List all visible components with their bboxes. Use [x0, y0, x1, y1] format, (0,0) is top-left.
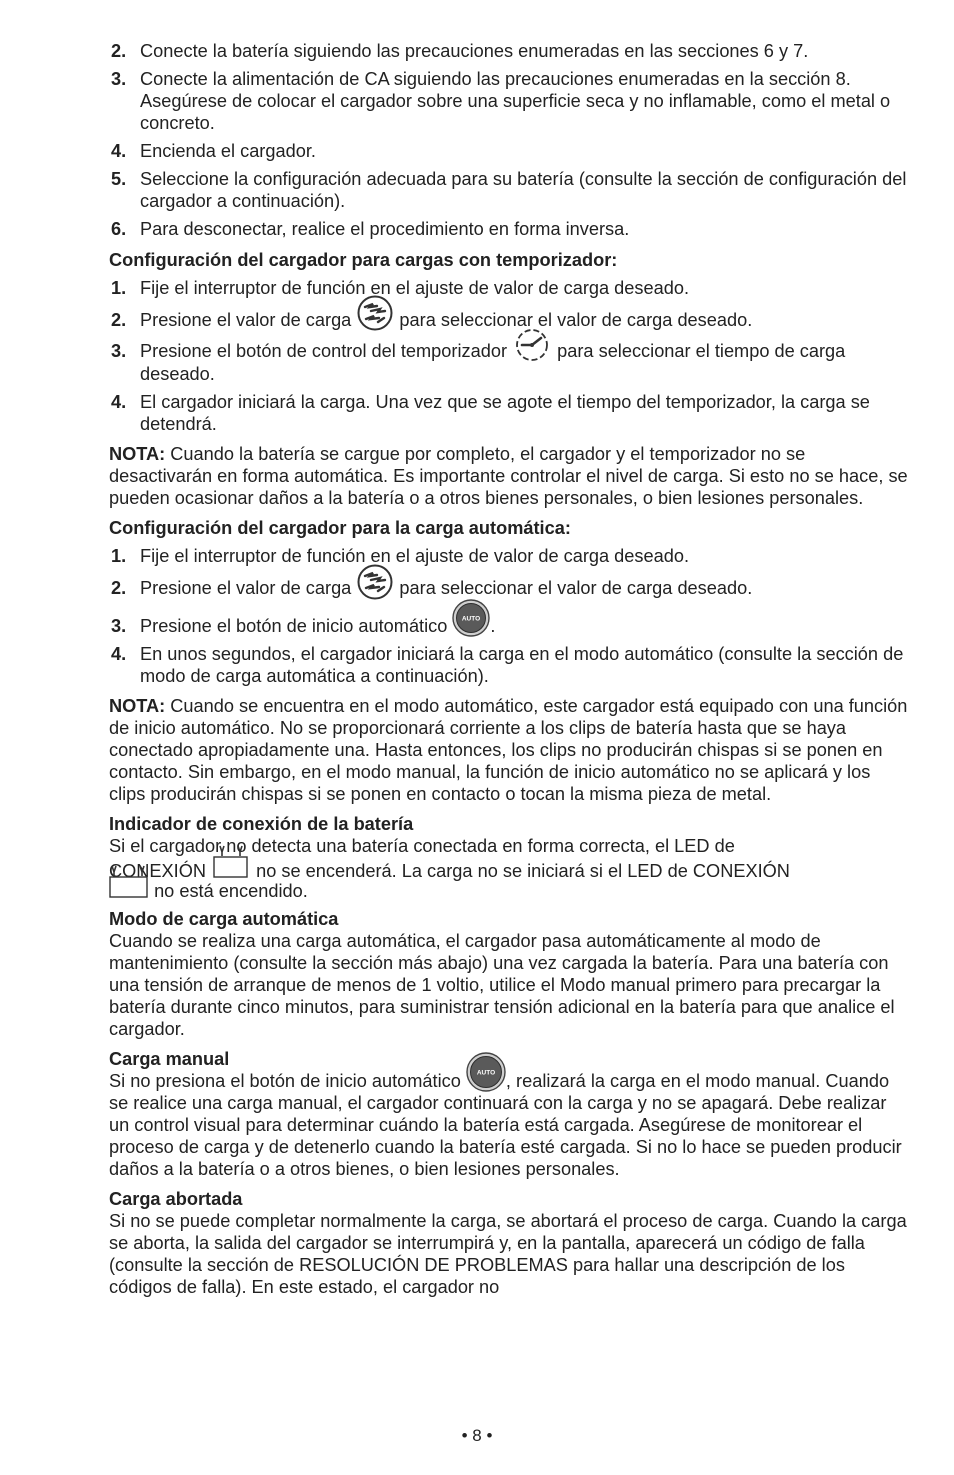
- auto-step-4: [109, 643, 909, 687]
- step-text: Presione el valor de carga: [140, 578, 352, 599]
- timer-step-3: [109, 340, 909, 385]
- note-label: NOTA:: [109, 444, 166, 465]
- step-number: 1.: [111, 278, 127, 298]
- auto-step-1: [109, 545, 909, 567]
- auto-step-3: [109, 615, 909, 637]
- step-text: Fije el interruptor de función en el ajuste de valor de carga deseado.: [140, 278, 689, 298]
- step-6: [109, 218, 909, 240]
- step-4: [109, 140, 909, 162]
- step-text: Presione el botón de inicio automático: [140, 615, 448, 636]
- step-number: 2.: [111, 310, 127, 330]
- manual-text: [109, 1070, 909, 1180]
- step-text: Fije el interruptor de función en el ajuste de valor de carga deseado.: [140, 546, 689, 567]
- connection-line-3: [109, 880, 909, 902]
- auto-step-2: [109, 577, 909, 600]
- step-text: Conecte la alimentación de CA siguiendo las precauciones enumeradas en la sección 8. Asegúrese de colocar el cargador sobre una superficie seca y no inflamable, como el metal o concreto.: [140, 69, 891, 133]
- charge-rate-icon: [356, 294, 394, 332]
- step-5: [109, 168, 909, 212]
- note-text: Cuando la batería se cargue por completo, el cargador y el temporizador no se desactivarán en forma automática. Es importante controlar el nivel de carga. Si esto no se hace, se pueden ocasionar daños a la batería o a otros bienes personales, o bien lesiones personales.: [109, 444, 908, 509]
- timer-step-1: [109, 277, 909, 299]
- step-text: Presione el botón de control del temporizador: [140, 341, 508, 362]
- step-number: 3.: [111, 341, 127, 362]
- manual-page: [109, 40, 909, 1298]
- note-label: NOTA:: [109, 695, 166, 716]
- step-number: 4.: [111, 141, 127, 161]
- step-text: Conecte la batería siguiendo las precauciones enumeradas en las secciones 6 y 7.: [140, 41, 809, 61]
- manual-text-part: , realizará la carga en el modo manual. Cuando se realice una carga manual, el cargador continuará con la carga y no se apagará. Debe realizar un control visual para determinar cuándo la batería está cargada. Asegúrese de monitorear el proceso de carga y de detenerlo cuando la batería esté cargada. Si no lo hace se pueden producir daños a la batería o a otros bienes, o bien lesiones personales.: [109, 1071, 902, 1180]
- battery-connection-icon: [211, 844, 251, 882]
- step-text: Para desconectar, realice el procedimiento en forma inversa.: [140, 219, 630, 239]
- auto-mode-text: Cuando se realiza una carga automática, el cargador pasa automáticamente al modo de mantenimiento (consulte la sección más abajo) una vez cargada la batería. Para una batería con una tensión de arranque de menos de 1 voltio, utilice el Modo manual primero para precargar la batería durante cinco minutos, para suministrar tensión adicional en la batería para que analice el cargador.: [109, 931, 895, 1040]
- timer-note: [109, 443, 909, 509]
- step-number: 6.: [111, 219, 127, 239]
- step-text: En unos segundos, el cargador iniciará la carga en el modo automático (consulte la sección de modo de carga automática a continuación).: [140, 643, 904, 686]
- connection-heading: Indicador de conexión de la batería: [109, 813, 414, 834]
- connection-line-2: [109, 860, 909, 882]
- step-number: 3.: [111, 615, 127, 636]
- aborted-text: Si no se puede completar normalmente la carga, se abortará el proceso de carga. Cuando la carga se aborta, la salida del cargador se interrumpirá y, en la pantalla, aparecerá un código de falla (consulte la sección de RESOLUCIÓN DE PROBLEMAS para hallar una descripción de los códigos de falla). En este estado, el cargador no: [109, 1211, 907, 1298]
- step-number: 2.: [111, 41, 127, 61]
- step-text: .: [490, 615, 496, 636]
- auto-button-label: AUTO: [476, 1069, 496, 1077]
- note-text: Cuando se encuentra en el modo automático, este cargador está equipado con una función de inicio automático. No se proporcionará corriente a los clips de batería hasta que se haya conectado apropiadamente una. Hasta entonces, los clips no producirán chispas si se ponen en contacto. Sin embargo, en el modo manual, la función de inicio automático no se aplicará y los clips producirán chispas si se ponen en contacto o tocan la misma pieza de metal.: [109, 695, 908, 804]
- timer-icon: [512, 327, 552, 363]
- step-text: Seleccione la configuración adecuada para su batería (consulte la sección de configuración del cargador a continuación).: [140, 169, 907, 211]
- charge-rate-icon: [356, 563, 394, 601]
- aborted-heading: Carga abortada: [109, 1189, 243, 1210]
- step-number: 3.: [111, 69, 127, 89]
- connection-text: CONEXIÓN: [109, 860, 207, 881]
- auto-button-icon: [466, 1052, 506, 1092]
- step-text: Encienda el cargador.: [140, 141, 316, 161]
- auto-note: [109, 695, 909, 805]
- battery-connection-icon: [109, 864, 149, 902]
- step-number: 5.: [111, 169, 127, 189]
- auto-button-icon: [452, 599, 490, 637]
- step-text: Presione el valor de carga: [140, 310, 352, 330]
- auto-config-heading: Configuración del cargador para la carga automática:: [109, 518, 571, 539]
- step-number: 2.: [111, 578, 127, 599]
- page-number: • 8 •: [461, 1426, 493, 1445]
- manual-heading: Carga manual: [109, 1049, 230, 1070]
- timer-step-4: [109, 391, 909, 435]
- timer-config-heading: Configuración del cargador para cargas con temporizador:: [109, 250, 618, 270]
- step-text: El cargador iniciará la carga. Una vez que se agote el tiempo del temporizador, la carga se detendrá.: [140, 392, 870, 435]
- step-text: para seleccionar el valor de carga deseado.: [399, 310, 753, 330]
- auto-mode-heading: Modo de carga automática: [109, 909, 339, 930]
- connection-text: no está encendido.: [154, 880, 308, 901]
- connection-line-1: Si el cargador no detecta una batería conectada en forma correcta, el LED de: [109, 835, 735, 856]
- step-number: 4.: [111, 643, 127, 664]
- step-number: 1.: [111, 546, 127, 567]
- manual-text-part: Si no presiona el botón de inicio automático: [109, 1071, 461, 1092]
- connection-text: no se encenderá. La carga no se iniciará si el LED de CONEXIÓN: [256, 860, 790, 881]
- timer-step-2: [109, 309, 909, 332]
- step-number: 4.: [111, 392, 127, 413]
- auto-button-label: AUTO: [462, 615, 481, 623]
- step-text: para seleccionar el tiempo de carga deseado.: [140, 341, 846, 385]
- step-3: [109, 68, 909, 134]
- step-2: [109, 40, 909, 62]
- step-text: para seleccionar el valor de carga deseado.: [399, 578, 753, 599]
